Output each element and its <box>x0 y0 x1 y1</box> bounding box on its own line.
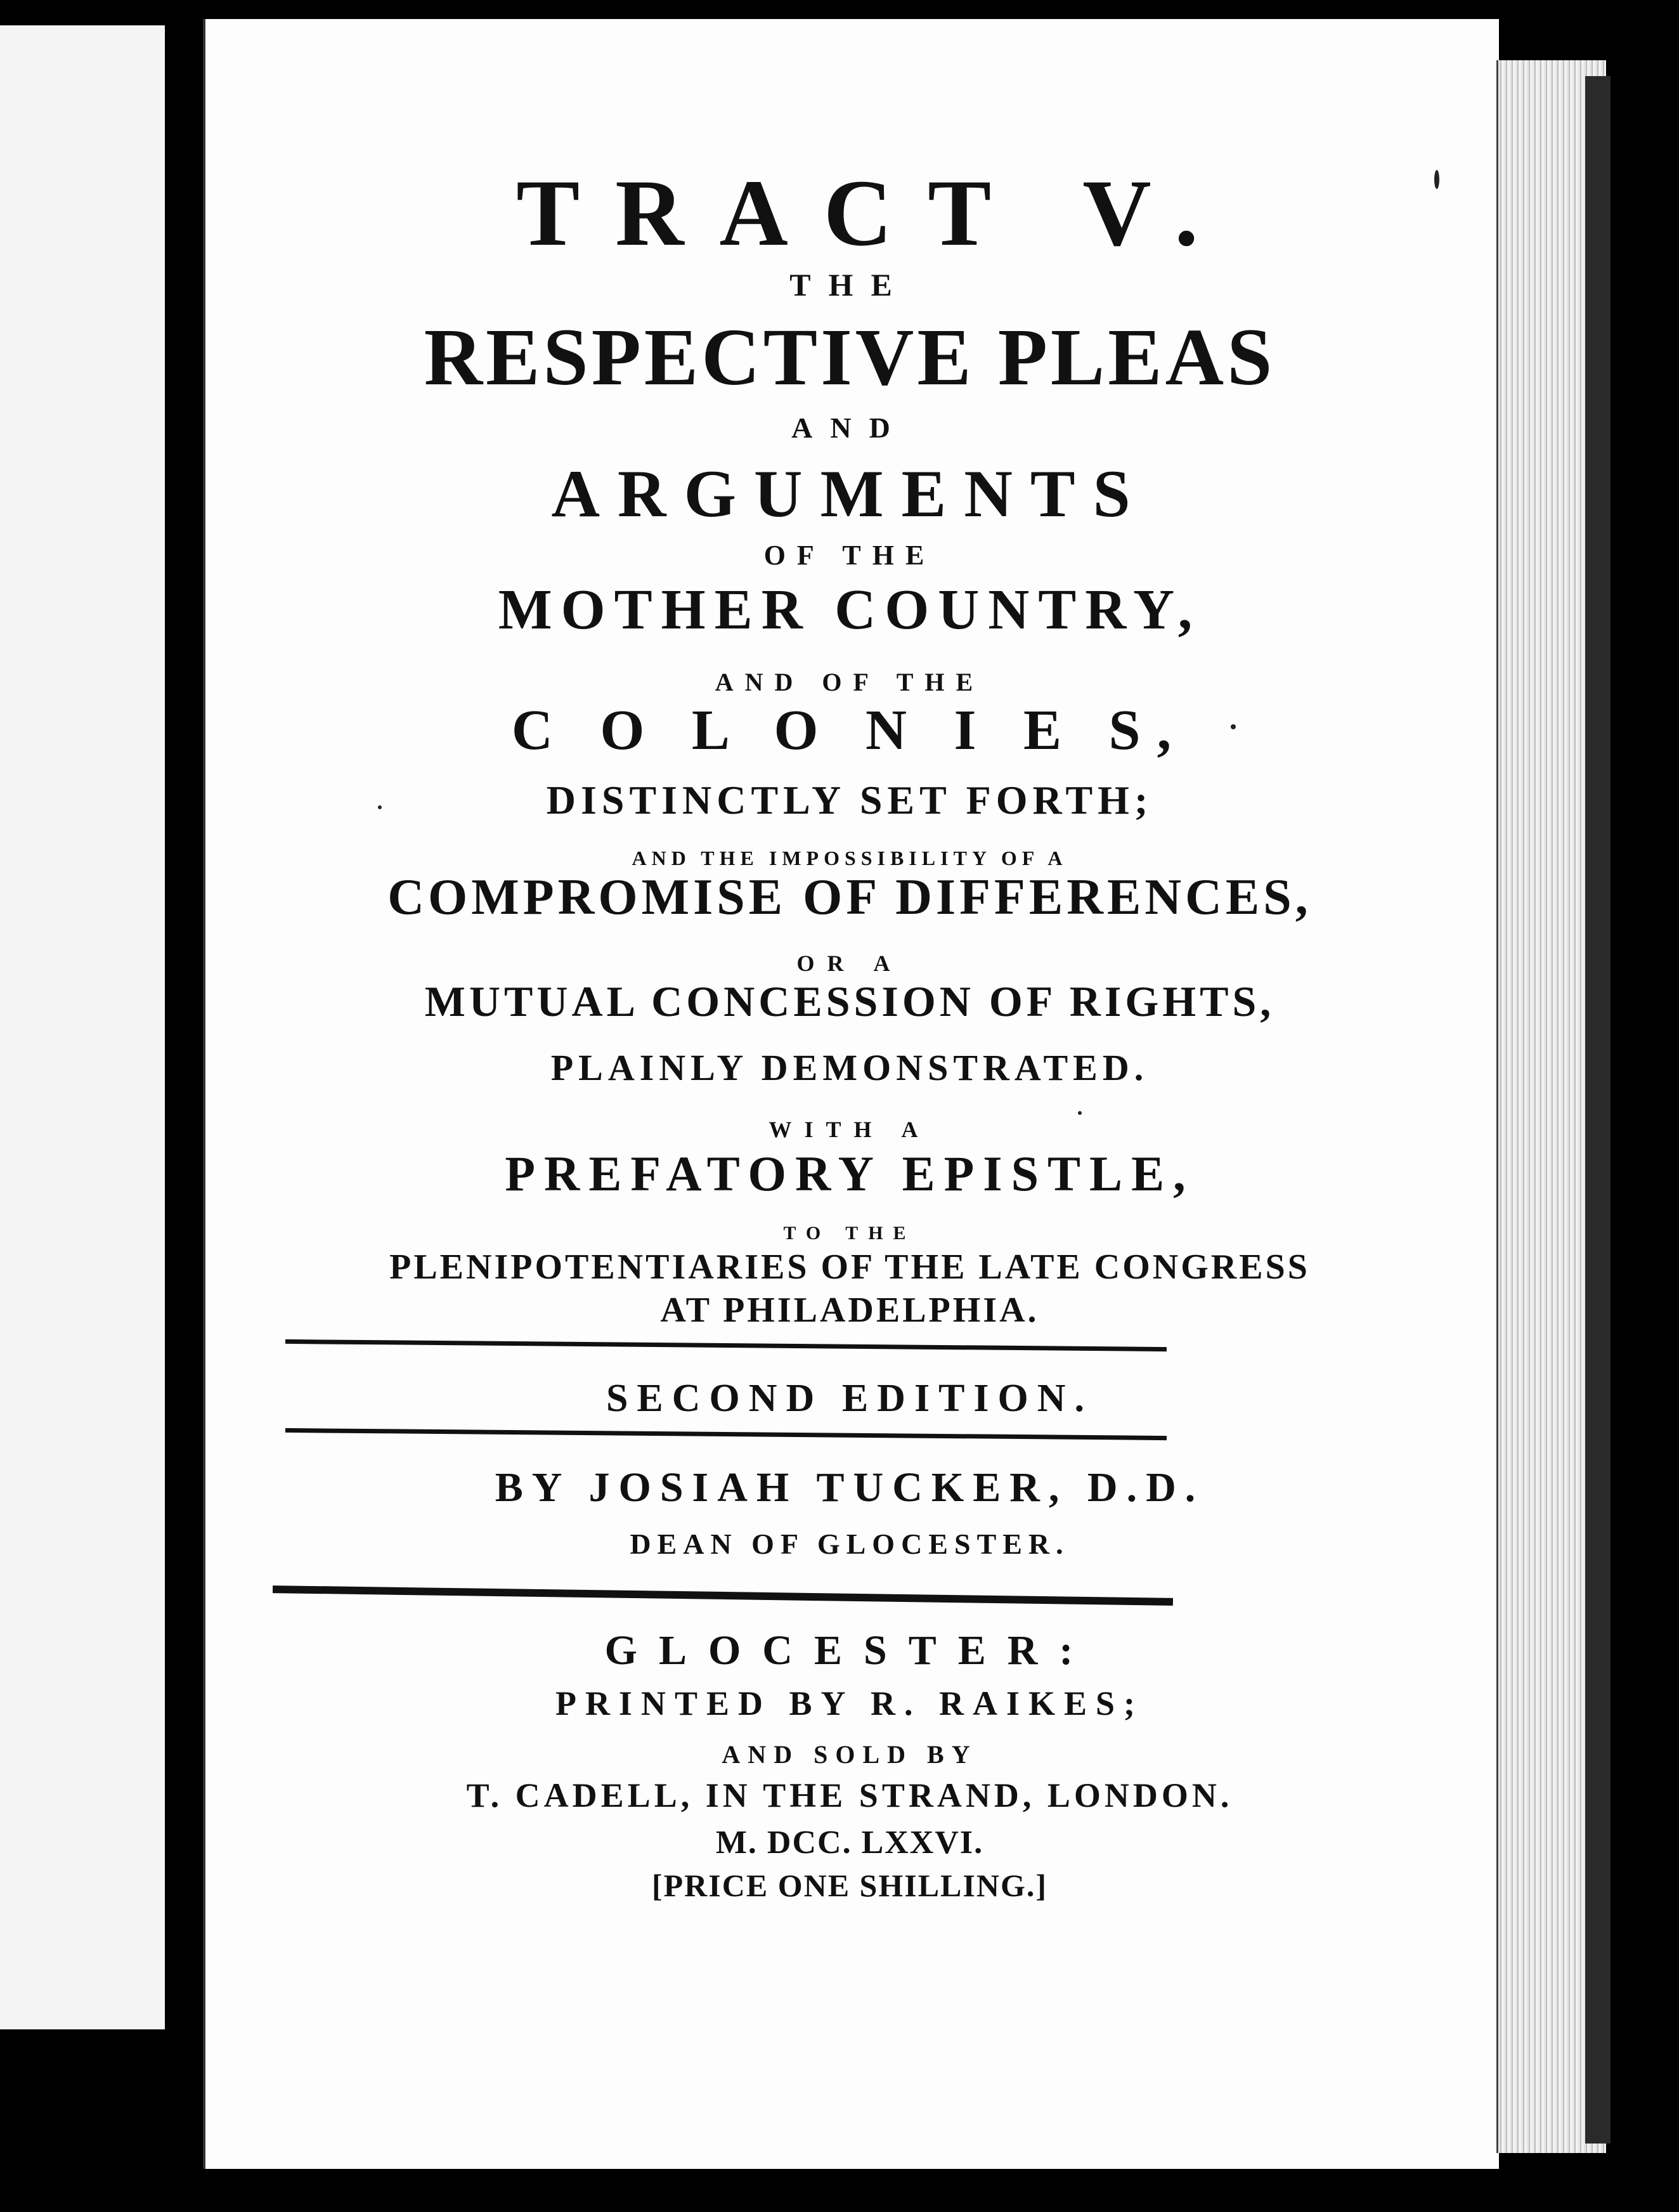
rule-1 <box>285 1339 1167 1351</box>
rule-3 <box>273 1585 1173 1606</box>
rule-2 <box>285 1428 1167 1440</box>
respective-pleas: RESPECTIVE PLEAS <box>424 312 1276 402</box>
book-edge-shadow <box>1585 76 1611 2144</box>
printed-by: PRINTED BY R. RAIKES; <box>555 1684 1144 1722</box>
plainly-demonstrated: PLAINLY DEMONSTRATED. <box>550 1047 1149 1088</box>
and-line: AND <box>791 412 908 444</box>
arguments: ARGUMENTS <box>551 457 1148 531</box>
compromise-line: COMPROMISE OF DIFFERENCES, <box>387 869 1312 925</box>
at-philadelphia: AT PHILADELPHIA. <box>660 1291 1039 1330</box>
mother-country: MOTHER COUNTRY, <box>498 578 1202 641</box>
with-a-line: WITH A <box>768 1117 931 1142</box>
dean-line: DEAN OF GLOCESTER. <box>630 1528 1070 1560</box>
colonies: C O L O N I E S, <box>511 699 1188 762</box>
book-gutter <box>165 25 203 2029</box>
distinctly-set-forth: DISTINCTLY SET FORTH; <box>546 777 1153 823</box>
author-line: BY JOSIAH TUCKER, D.D. <box>495 1464 1205 1511</box>
facing-page-edge <box>0 25 169 2029</box>
plenipotentiaries: PLENIPOTENTIARIES OF THE LATE CONGRESS <box>389 1247 1310 1287</box>
title-page-text <box>203 0 1496 2212</box>
to-the-line: TO THE <box>783 1223 916 1244</box>
tract-heading: TRACT V. <box>516 160 1234 266</box>
second-edition: SECOND EDITION. <box>606 1377 1094 1420</box>
the-line: THE <box>789 267 910 303</box>
of-the-line: OF THE <box>763 540 936 571</box>
impossibility-line: AND THE IMPOSSIBILITY OF A <box>632 847 1068 869</box>
cadell-line: T. CADELL, IN THE STRAND, LONDON. <box>466 1776 1233 1814</box>
or-a-line: OR A <box>796 951 903 976</box>
prefatory-epistle: PREFATORY EPISTLE, <box>505 1146 1195 1201</box>
glocester-line: GLOCESTER: <box>604 1627 1095 1674</box>
price-line: [PRICE ONE SHILLING.] <box>651 1868 1048 1903</box>
and-of-the-line: AND OF THE <box>715 668 985 696</box>
and-sold-by: AND SOLD BY <box>722 1740 978 1769</box>
year-line: M. DCC. LXXVI. <box>715 1825 984 1861</box>
mutual-concession: MUTUAL CONCESSION OF RIGHTS, <box>424 977 1275 1025</box>
